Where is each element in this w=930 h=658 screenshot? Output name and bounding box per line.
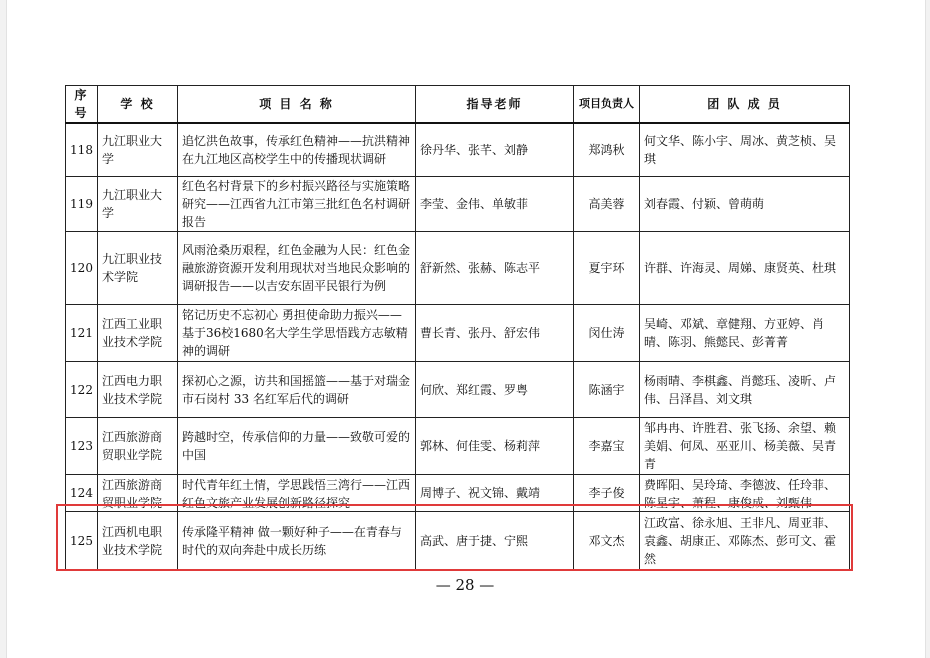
leader-cell: 高美蓉	[574, 177, 640, 232]
members-cell: 杨雨晴、李棋鑫、肖懿珏、凌昕、卢伟、吕泽昌、刘文琪	[640, 362, 850, 418]
table-row	[66, 123, 850, 177]
header-school: 学 校	[98, 86, 178, 124]
members-cell: 江政富、徐永旭、王非凡、周亚菲、袁鑫、胡康正、邓陈杰、彭可文、霍然	[640, 512, 850, 571]
row-number: 118	[66, 123, 98, 177]
leader-cell: 李子俊	[574, 475, 640, 512]
members-cell: 何文华、陈小宇、周冰、黄芝桢、吴琪	[640, 123, 850, 177]
header-no: 序号	[66, 86, 98, 124]
header-leader: 项目负责人	[574, 86, 640, 124]
advisors-cell: 李莹、金伟、单敏菲	[416, 177, 574, 232]
school-cell: 江西电力职业技术学院	[98, 362, 178, 418]
advisors-cell: 徐丹华、张芊、刘静	[416, 123, 574, 177]
table-row-highlighted	[66, 512, 850, 571]
row-number: 119	[66, 177, 98, 232]
page-edge-right	[925, 0, 930, 658]
project-cell: 传承隆平精神 做一颗好种子——在青春与时代的双向奔赴中成长历练	[178, 512, 416, 571]
advisors-cell: 郭林、何佳雯、杨莉萍	[416, 418, 574, 475]
leader-cell: 闵仕涛	[574, 305, 640, 362]
members-cell: 邹冉冉、许胜君、张飞扬、余望、赖美娟、何凤、巫亚川、杨美薇、吴青青	[640, 418, 850, 475]
project-cell: 跨越时空，传承信仰的力量——致敬可爱的中国	[178, 418, 416, 475]
row-number: 123	[66, 418, 98, 475]
row-number: 122	[66, 362, 98, 418]
advisors-cell: 曹长青、张丹、舒宏伟	[416, 305, 574, 362]
school-cell: 江西旅游商贸职业学院	[98, 418, 178, 475]
members-cell: 许群、许海灵、周娣、康贤英、杜琪	[640, 232, 850, 305]
table-row	[66, 177, 850, 232]
table-header-row	[66, 86, 850, 124]
project-cell: 红色名村背景下的乡村振兴路径与实施策略研究——江西省九江市第三批红色名村调研报告	[178, 177, 416, 232]
school-cell	[98, 475, 178, 512]
header-advisors: 指导老师	[416, 86, 574, 124]
project-cell-text: 时代青年红土情，学思践悟三湾行——江西红色文旅产业发展创新路径探究	[182, 478, 411, 510]
advisors-cell: 高武、唐于捷、宁熙	[416, 512, 574, 571]
leader-cell: 陈涵宇	[574, 362, 640, 418]
table-row	[66, 232, 850, 305]
row-number: 125	[66, 512, 98, 571]
school-cell: 九江职业大学	[98, 177, 178, 232]
project-cell: 风雨沧桑历艰程，红色金融为人民：红色金融旅游资源开发利用现状对当地民众影响的调研报告——以吉安东固平民银行为例	[178, 232, 416, 305]
page-number: — 28 —	[435, 576, 495, 594]
school-cell: 九江职业大学	[98, 123, 178, 177]
advisors-cell: 周博子、祝文锦、戴靖	[416, 475, 574, 512]
leader-cell: 李嘉宝	[574, 418, 640, 475]
table-row	[66, 475, 850, 512]
members-cell: 吴崎、邓斌、章健翔、方亚婷、肖晴、陈羽、熊懿民、彭菁菁	[640, 305, 850, 362]
table-row	[66, 418, 850, 475]
leader-cell: 夏宇环	[574, 232, 640, 305]
school-cell: 江西工业职业技术学院	[98, 305, 178, 362]
row-number: 120	[66, 232, 98, 305]
row-number: 124	[66, 475, 98, 512]
advisors-cell: 舒新然、张赫、陈志平	[416, 232, 574, 305]
header-members: 团 队 成 员	[640, 86, 850, 124]
row-number: 121	[66, 305, 98, 362]
leader-cell: 邓文杰	[574, 512, 640, 571]
school-cell: 江西机电职业技术学院	[98, 512, 178, 571]
table-row	[66, 305, 850, 362]
leader-cell: 郑鸿秋	[574, 123, 640, 177]
project-cell: 探初心之源，访共和国摇篮——基于对瑞金市石岗村 33 名红军后代的调研	[178, 362, 416, 418]
header-project: 项 目 名 称	[178, 86, 416, 124]
project-table	[65, 85, 850, 571]
members-cell-text: 费晖阳、吴玲琦、李德波、任玲菲、陈星宇、萧程、康俊成、刘甄伟	[644, 478, 837, 510]
school-cell: 九江职业技术学院	[98, 232, 178, 305]
project-cell: 追忆洪色故事，传承红色精神——抗洪精神在九江地区高校学生中的传播现状调研	[178, 123, 416, 177]
project-cell: 铭记历史不忘初心 勇担使命助力振兴——基于36校1680名大学生学思悟践方志敏精神的调研	[178, 305, 416, 362]
school-cell-text: 江西旅游商贸职业学院	[102, 478, 163, 510]
page-edge-left	[0, 0, 7, 658]
project-cell	[178, 475, 416, 512]
members-cell: 刘春霞、付颖、曾萌萌	[640, 177, 850, 232]
members-cell	[640, 475, 850, 512]
advisors-cell: 何欣、郑红霞、罗粤	[416, 362, 574, 418]
table-row	[66, 362, 850, 418]
